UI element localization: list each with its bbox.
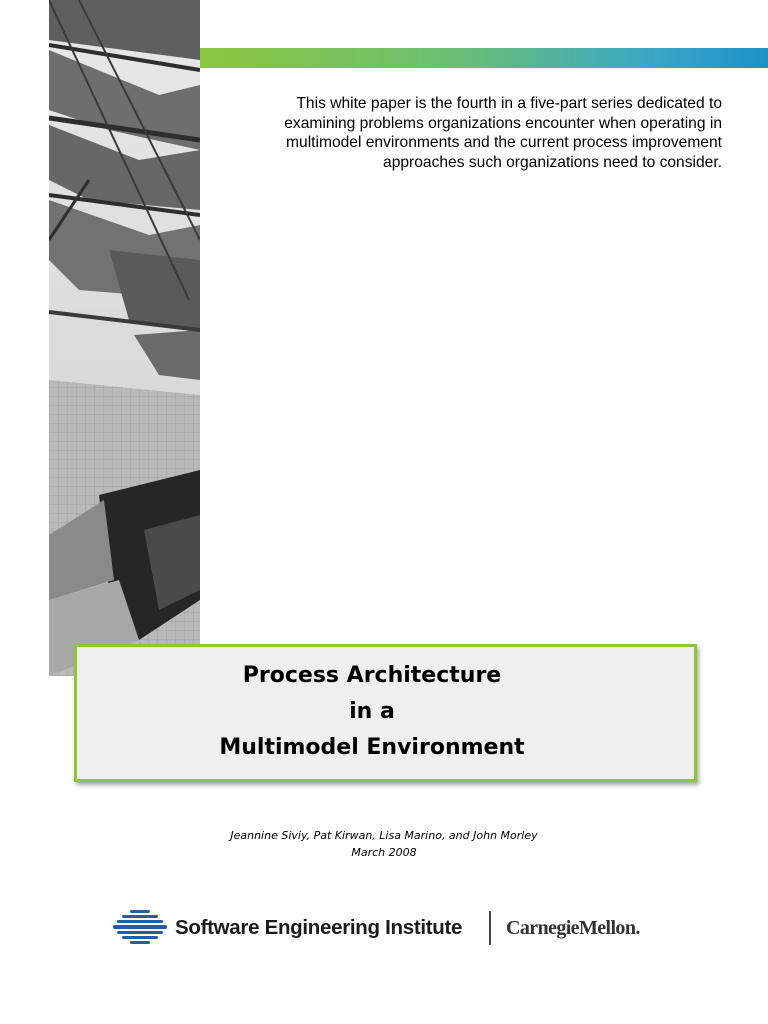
title-line-1: Process Architecture xyxy=(242,663,502,688)
intro-line: approaches such organizations need to consider. xyxy=(383,153,722,171)
publication-date: March 2008 xyxy=(351,846,417,859)
sei-globe-logo-icon xyxy=(113,909,169,947)
accent-gradient-bar xyxy=(200,48,768,68)
cover-building-photo xyxy=(49,0,200,676)
title-line-2: in a xyxy=(349,699,395,724)
intro-line: multimodel environments and the current process improvement xyxy=(286,134,722,152)
title-line-3: Multimodel Environment xyxy=(219,735,525,760)
title-box xyxy=(74,644,697,782)
intro-line: This white paper is the fourth in a five-part series dedicated to xyxy=(296,95,722,112)
logo-divider xyxy=(489,911,491,945)
intro-paragraph xyxy=(216,94,722,172)
cmu-wordmark: CarnegieMellon. xyxy=(506,917,640,939)
intro-line: examining problems organizations encounter when operating in xyxy=(284,114,722,132)
sei-wordmark: Software Engineering Institute xyxy=(175,916,463,939)
author-list: Jeannine Siviy, Pat Kirwan, Lisa Marino, and John Morley xyxy=(230,829,538,842)
byline xyxy=(0,827,768,861)
